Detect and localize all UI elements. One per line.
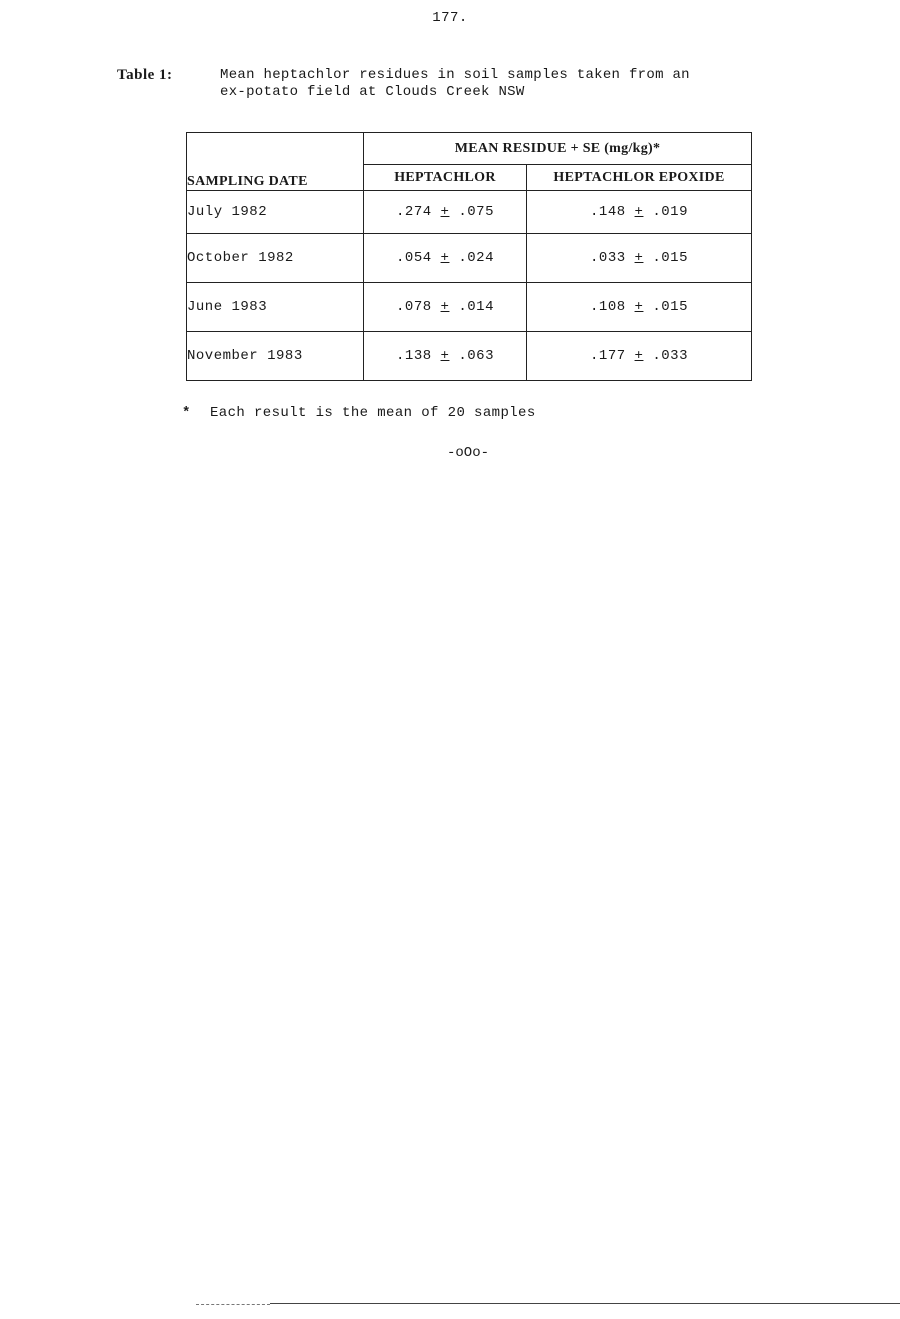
heptachlor-mean: .054: [396, 250, 432, 266]
bottom-rule-dashed: [196, 1304, 270, 1305]
plus-minus-sign: +: [634, 299, 644, 315]
cell-epoxide: [527, 191, 752, 234]
plus-minus-sign: +: [440, 250, 450, 266]
cell-date: June 1983: [187, 283, 364, 332]
cell-heptachlor: [364, 191, 527, 234]
plus-minus-sign: +: [440, 204, 450, 220]
table-row: [187, 283, 752, 332]
bottom-rule: [270, 1303, 900, 1304]
footnote-text: Each result is the mean of 20 samples: [210, 405, 536, 421]
cell-epoxide: [527, 234, 752, 283]
footnote-asterisk: *: [182, 405, 191, 421]
end-mark: -oOo-: [446, 445, 489, 461]
header-sampling-date: SAMPLING DATE: [187, 133, 364, 191]
plus-minus-sign: +: [440, 348, 450, 364]
plus-minus-sign: +: [440, 299, 450, 315]
heptachlor-se: .063: [458, 348, 494, 364]
header-heptachlor: HEPTACHLOR: [364, 165, 527, 191]
plus-minus-sign: +: [634, 250, 644, 266]
table-row: [187, 332, 752, 381]
epoxide-se: .015: [652, 299, 688, 315]
plus-minus-sign: +: [634, 348, 644, 364]
caption-label: Table 1:: [117, 67, 173, 83]
heptachlor-mean: .274: [396, 204, 432, 220]
plus-minus-sign: +: [634, 204, 644, 220]
epoxide-se: .015: [652, 250, 688, 266]
heptachlor-se: .014: [458, 299, 494, 315]
footnote: [182, 405, 536, 421]
header-mean-residue: [364, 133, 752, 165]
heptachlor-se: .075: [458, 204, 494, 220]
cell-epoxide: [527, 283, 752, 332]
cell-heptachlor: [364, 234, 527, 283]
heptachlor-se: .024: [458, 250, 494, 266]
epoxide-mean: .108: [590, 299, 626, 315]
epoxide-mean: .148: [590, 204, 626, 220]
epoxide-mean: .177: [590, 348, 626, 364]
caption-line-2: ex-potato field at Clouds Creek NSW: [220, 84, 525, 100]
header-mean-residue-text: MEAN RESIDUE + SE (mg/kg)*: [454, 140, 661, 156]
table-header-row-1: [187, 133, 752, 165]
table-row: [187, 234, 752, 283]
cell-heptachlor: [364, 283, 527, 332]
epoxide-mean: .033: [590, 250, 626, 266]
caption-line-1: Mean heptachlor residues in soil samples taken from an: [220, 67, 690, 83]
header-heptachlor-epoxide: HEPTACHLOR EPOXIDE: [527, 165, 752, 191]
caption-text: [220, 67, 760, 101]
residue-table: [186, 132, 752, 381]
page-number: 177.: [432, 10, 468, 26]
table-row: [187, 191, 752, 234]
cell-heptachlor: [364, 332, 527, 381]
cell-epoxide: [527, 332, 752, 381]
epoxide-se: .019: [652, 204, 688, 220]
heptachlor-mean: .078: [396, 299, 432, 315]
heptachlor-mean: .138: [396, 348, 432, 364]
cell-date: October 1982: [187, 234, 364, 283]
cell-date: July 1982: [187, 191, 364, 234]
epoxide-se: .033: [652, 348, 688, 364]
cell-date: November 1983: [187, 332, 364, 381]
